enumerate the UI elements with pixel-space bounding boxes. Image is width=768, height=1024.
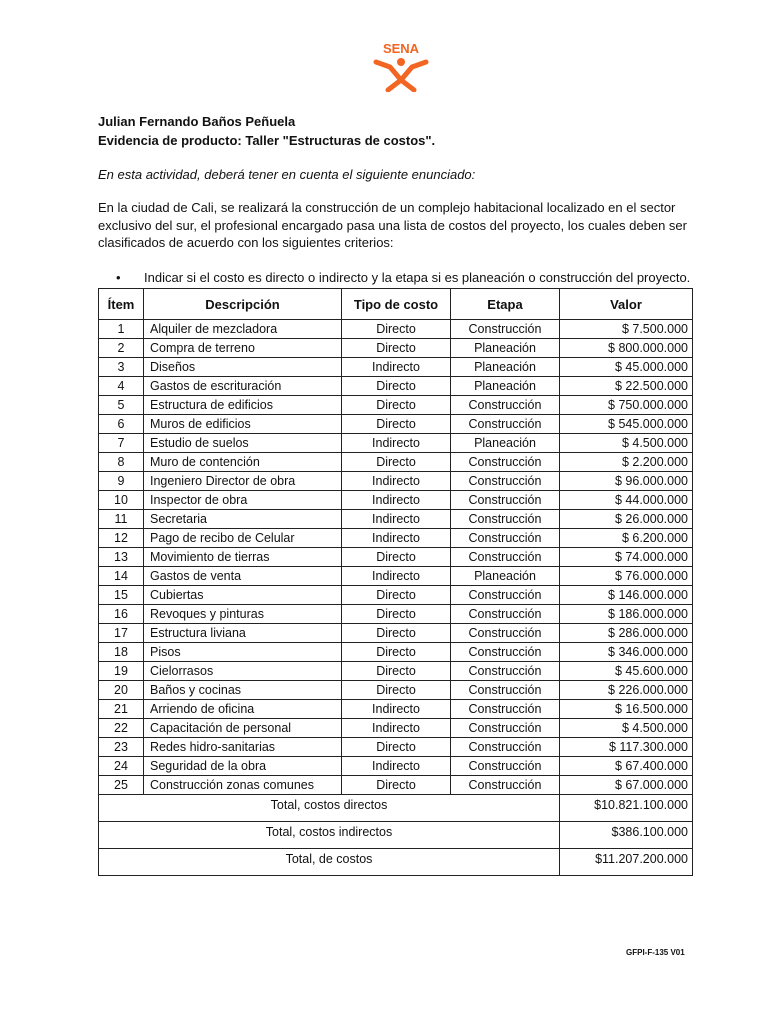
cell-value: $ 346.000.000	[560, 643, 693, 662]
header-item: Ítem	[99, 289, 144, 320]
cell-item: 19	[99, 662, 144, 681]
sena-logo-text: SENA	[382, 41, 420, 56]
cell-value: $ 800.000.000	[560, 339, 693, 358]
cell-item: 22	[99, 719, 144, 738]
cell-cost-type: Directo	[342, 453, 451, 472]
cell-description: Construcción zonas comunes	[144, 776, 342, 795]
cell-item: 25	[99, 776, 144, 795]
cell-value: $ 74.000.000	[560, 548, 693, 567]
cell-cost-type: Indirecto	[342, 434, 451, 453]
cell-stage: Planeación	[451, 377, 560, 396]
cell-value: $ 4.500.000	[560, 434, 693, 453]
cell-cost-type: Directo	[342, 738, 451, 757]
cell-item: 15	[99, 586, 144, 605]
sena-logo	[372, 40, 430, 92]
cell-stage: Planeación	[451, 339, 560, 358]
cost-table	[98, 288, 693, 876]
evidence-title: Evidencia de producto: Taller "Estructuras de costos".	[98, 133, 436, 148]
cell-stage: Construcción	[451, 548, 560, 567]
cell-value: $ 26.000.000	[560, 510, 693, 529]
cell-value: $ 545.000.000	[560, 415, 693, 434]
cell-item: 20	[99, 681, 144, 700]
cell-cost-type: Directo	[342, 396, 451, 415]
cell-value: $ 750.000.000	[560, 396, 693, 415]
cell-cost-type: Indirecto	[342, 358, 451, 377]
cell-description: Estructura liviana	[144, 624, 342, 643]
cell-stage: Planeación	[451, 358, 560, 377]
table-row	[99, 700, 693, 719]
cell-stage: Construcción	[451, 738, 560, 757]
cell-cost-type: Directo	[342, 339, 451, 358]
table-row	[99, 529, 693, 548]
cell-item: 18	[99, 643, 144, 662]
cell-stage: Construcción	[451, 453, 560, 472]
table-row	[99, 377, 693, 396]
author-name: Julian Fernando Baños Peñuela	[98, 114, 296, 129]
cell-value: $ 7.500.000	[560, 320, 693, 339]
cell-value: $ 4.500.000	[560, 719, 693, 738]
cell-value: $ 76.000.000	[560, 567, 693, 586]
cell-stage: Construcción	[451, 776, 560, 795]
cell-stage: Construcción	[451, 586, 560, 605]
cell-stage: Construcción	[451, 757, 560, 776]
cell-value: $ 286.000.000	[560, 624, 693, 643]
cell-item: 24	[99, 757, 144, 776]
cell-cost-type: Indirecto	[342, 700, 451, 719]
cell-cost-type: Directo	[342, 320, 451, 339]
cell-description: Estructura de edificios	[144, 396, 342, 415]
header-cost-type: Tipo de costo	[342, 289, 451, 320]
table-row	[99, 681, 693, 700]
cell-description: Alquiler de mezcladora	[144, 320, 342, 339]
total-value: $10.821.100.000	[560, 795, 693, 822]
cell-item: 1	[99, 320, 144, 339]
bullet-text: Indicar si el costo es directo o indirecto y la etapa si es planeación o construcción del proyecto.	[144, 270, 691, 285]
cell-description: Movimiento de tierras	[144, 548, 342, 567]
cell-item: 17	[99, 624, 144, 643]
cell-value: $ 44.000.000	[560, 491, 693, 510]
cell-item: 4	[99, 377, 144, 396]
cell-stage: Construcción	[451, 472, 560, 491]
table-row	[99, 491, 693, 510]
cell-description: Muro de contención	[144, 453, 342, 472]
total-label: Total, costos indirectos	[99, 822, 560, 849]
cell-cost-type: Indirecto	[342, 510, 451, 529]
cell-stage: Construcción	[451, 415, 560, 434]
table-row	[99, 624, 693, 643]
cell-item: 2	[99, 339, 144, 358]
cell-value: $ 45.000.000	[560, 358, 693, 377]
total-label: Total, de costos	[99, 849, 560, 876]
cell-stage: Planeación	[451, 567, 560, 586]
cell-stage: Construcción	[451, 719, 560, 738]
cell-item: 23	[99, 738, 144, 757]
cell-cost-type: Directo	[342, 776, 451, 795]
cell-value: $ 45.600.000	[560, 662, 693, 681]
cell-item: 10	[99, 491, 144, 510]
cell-item: 8	[99, 453, 144, 472]
header-description: Descripción	[144, 289, 342, 320]
cell-stage: Construcción	[451, 681, 560, 700]
table-row	[99, 510, 693, 529]
cell-value: $ 226.000.000	[560, 681, 693, 700]
cell-cost-type: Directo	[342, 681, 451, 700]
cell-cost-type: Directo	[342, 548, 451, 567]
cell-stage: Construcción	[451, 529, 560, 548]
cell-stage: Construcción	[451, 662, 560, 681]
cell-description: Pisos	[144, 643, 342, 662]
cell-cost-type: Indirecto	[342, 529, 451, 548]
cell-stage: Construcción	[451, 510, 560, 529]
cell-description: Seguridad de la obra	[144, 757, 342, 776]
cell-stage: Planeación	[451, 434, 560, 453]
cell-description: Baños y cocinas	[144, 681, 342, 700]
table-row	[99, 396, 693, 415]
table-row	[99, 453, 693, 472]
cell-stage: Construcción	[451, 700, 560, 719]
activity-prompt: En esta actividad, deberá tener en cuenta el siguiente enunciado:	[98, 167, 476, 182]
header-value: Valor	[560, 289, 693, 320]
table-row	[99, 738, 693, 757]
case-paragraph: En la ciudad de Cali, se realizará la construcción de un complejo habitacional localizado en el sector exclusivo del sur, el profesional encargado pasa una lista de costos del proyecto, los cuales deben ser clasificados de acuerdo con los siguientes criterios:	[98, 200, 687, 250]
cell-description: Redes hidro-sanitarias	[144, 738, 342, 757]
cell-description: Inspector de obra	[144, 491, 342, 510]
table-row	[99, 605, 693, 624]
table-row	[99, 586, 693, 605]
cell-cost-type: Directo	[342, 662, 451, 681]
cell-description: Cubiertas	[144, 586, 342, 605]
cell-value: $ 96.000.000	[560, 472, 693, 491]
cell-description: Cielorrasos	[144, 662, 342, 681]
table-row	[99, 434, 693, 453]
total-value: $386.100.000	[560, 822, 693, 849]
criteria-bullet	[116, 270, 690, 285]
cell-value: $ 16.500.000	[560, 700, 693, 719]
cell-cost-type: Directo	[342, 377, 451, 396]
cell-cost-type: Directo	[342, 605, 451, 624]
cell-cost-type: Directo	[342, 586, 451, 605]
bullet-symbol: •	[116, 270, 121, 285]
header-stage: Etapa	[451, 289, 560, 320]
cell-description: Ingeniero Director de obra	[144, 472, 342, 491]
table-row	[99, 662, 693, 681]
total-row	[99, 795, 693, 822]
cell-stage: Construcción	[451, 491, 560, 510]
cell-cost-type: Directo	[342, 624, 451, 643]
table-row	[99, 320, 693, 339]
total-row	[99, 822, 693, 849]
cell-cost-type: Indirecto	[342, 472, 451, 491]
cell-description: Estudio de suelos	[144, 434, 342, 453]
cell-cost-type: Directo	[342, 643, 451, 662]
cell-item: 12	[99, 529, 144, 548]
cell-item: 3	[99, 358, 144, 377]
table-row	[99, 548, 693, 567]
cell-cost-type: Indirecto	[342, 757, 451, 776]
cell-item: 21	[99, 700, 144, 719]
cell-item: 5	[99, 396, 144, 415]
cell-value: $ 186.000.000	[560, 605, 693, 624]
cell-value: $ 67.000.000	[560, 776, 693, 795]
cell-description: Gastos de venta	[144, 567, 342, 586]
cell-cost-type: Indirecto	[342, 719, 451, 738]
table-row	[99, 415, 693, 434]
table-row	[99, 719, 693, 738]
total-value: $11.207.200.000	[560, 849, 693, 876]
cell-stage: Construcción	[451, 605, 560, 624]
cell-stage: Construcción	[451, 320, 560, 339]
cell-stage: Construcción	[451, 396, 560, 415]
cell-value: $ 6.200.000	[560, 529, 693, 548]
cell-value: $ 22.500.000	[560, 377, 693, 396]
cell-item: 6	[99, 415, 144, 434]
cell-item: 11	[99, 510, 144, 529]
cell-value: $ 2.200.000	[560, 453, 693, 472]
total-row	[99, 849, 693, 876]
cell-item: 7	[99, 434, 144, 453]
table-row	[99, 643, 693, 662]
form-code: GFPI-F-135 V01	[626, 948, 685, 957]
cell-value: $ 67.400.000	[560, 757, 693, 776]
table-row	[99, 472, 693, 491]
table-header-row	[99, 289, 693, 320]
table-row	[99, 567, 693, 586]
cell-item: 13	[99, 548, 144, 567]
cell-description: Diseños	[144, 358, 342, 377]
cell-cost-type: Indirecto	[342, 491, 451, 510]
cell-description: Arriendo de oficina	[144, 700, 342, 719]
cell-description: Secretaria	[144, 510, 342, 529]
sena-logo-head	[397, 58, 405, 66]
table-row	[99, 339, 693, 358]
cell-description: Pago de recibo de Celular	[144, 529, 342, 548]
table-row	[99, 358, 693, 377]
cell-value: $ 146.000.000	[560, 586, 693, 605]
cell-stage: Construcción	[451, 624, 560, 643]
table-row	[99, 776, 693, 795]
cell-item: 9	[99, 472, 144, 491]
cell-cost-type: Indirecto	[342, 567, 451, 586]
cell-description: Compra de terreno	[144, 339, 342, 358]
cell-value: $ 117.300.000	[560, 738, 693, 757]
cell-description: Revoques y pinturas	[144, 605, 342, 624]
cell-item: 14	[99, 567, 144, 586]
table-row	[99, 757, 693, 776]
cell-stage: Construcción	[451, 643, 560, 662]
cell-description: Muros de edificios	[144, 415, 342, 434]
cell-description: Capacitación de personal	[144, 719, 342, 738]
cell-cost-type: Directo	[342, 415, 451, 434]
cell-description: Gastos de escrituración	[144, 377, 342, 396]
cell-item: 16	[99, 605, 144, 624]
total-label: Total, costos directos	[99, 795, 560, 822]
